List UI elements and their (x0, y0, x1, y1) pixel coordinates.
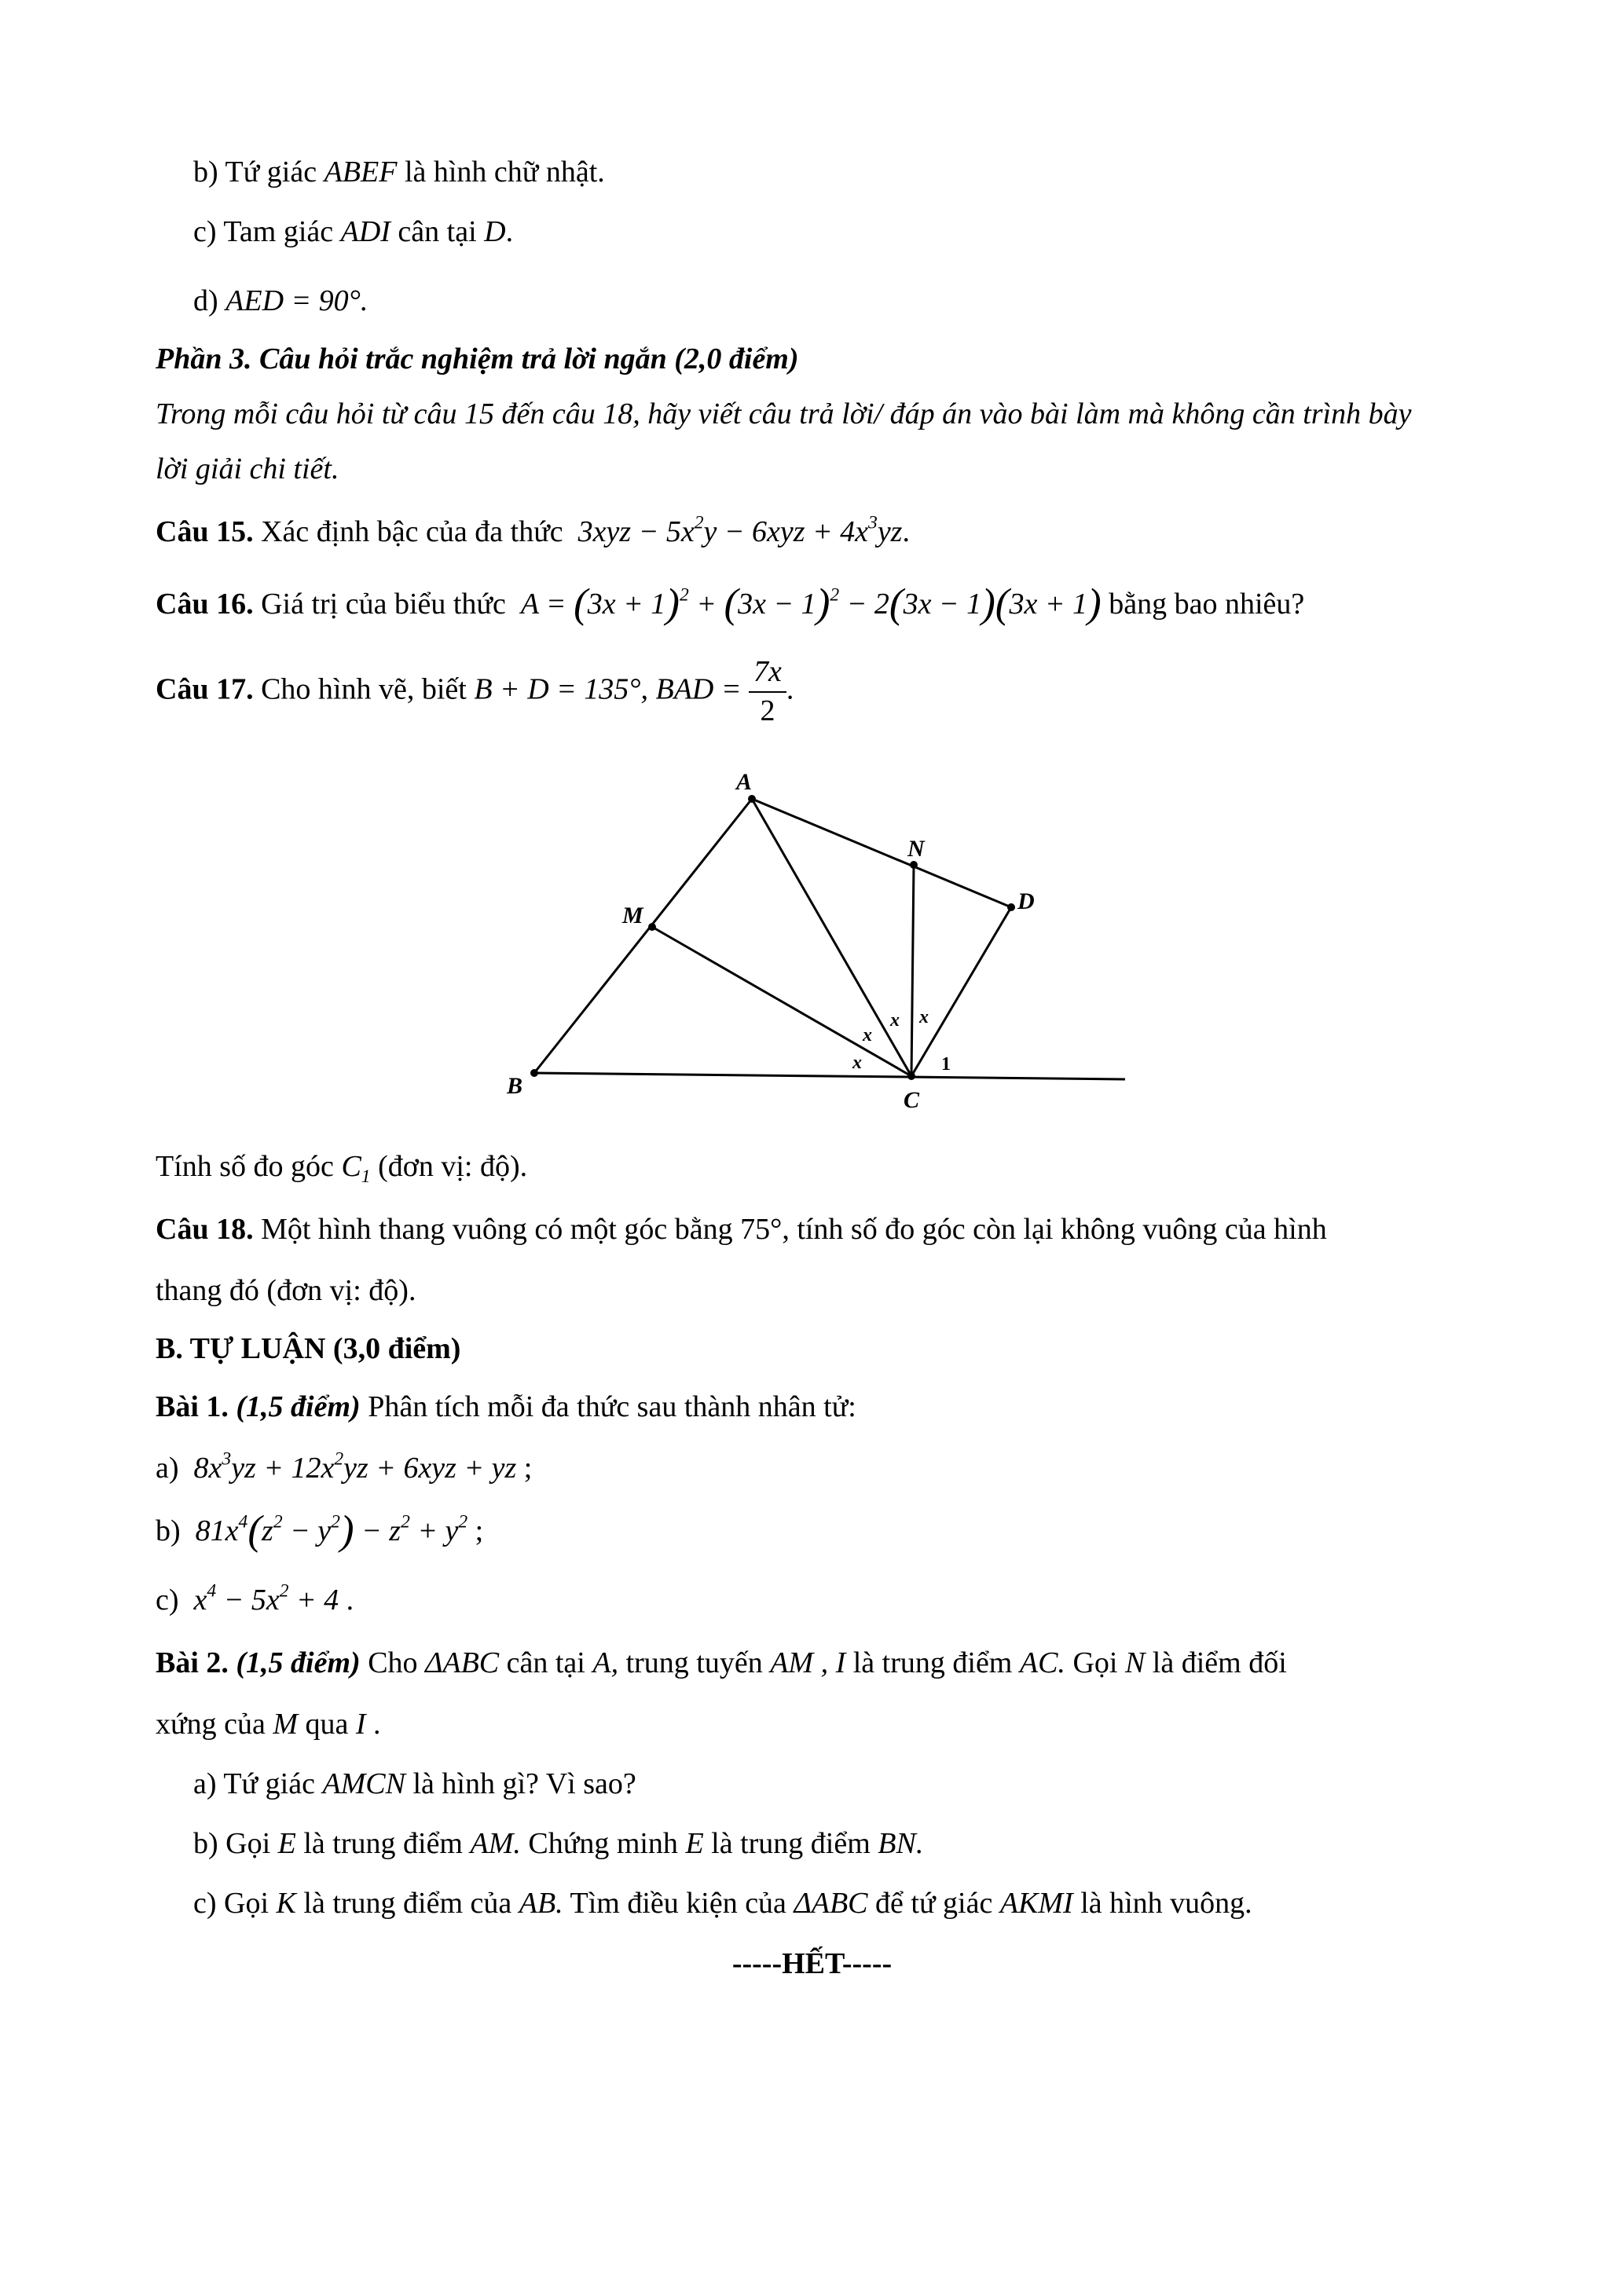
bai2-b (193, 1827, 923, 1862)
bai1-a-expr: $8x^3yz + 12x^2yz + 6xyz$ + yz (186, 1448, 517, 1485)
angle-label-x-2: x (863, 1025, 872, 1045)
q15-text: Xác định bậc của đa thức (261, 515, 563, 548)
bai1-label: Bài 1. (156, 1390, 229, 1423)
part3-heading: Phần 3. Câu hỏi trắc nghiệm trả lời ngắn (2,0 điểm) (156, 342, 799, 375)
bai2-am: AM , (770, 1646, 829, 1679)
bai1-b-expr: $81x^4(z^2 - y^2) - z^2 + y^2$ (188, 1507, 468, 1554)
point-m (648, 923, 656, 931)
bai2-ac: AC. (1019, 1646, 1065, 1679)
bai2-b-e: E (277, 1827, 296, 1860)
bai2-l2-end: . (373, 1708, 381, 1741)
part3-instruction-2: lời giải chi tiết. (156, 452, 339, 485)
label-n: N (907, 836, 925, 862)
bai1-heading (156, 1390, 856, 1425)
point-c (907, 1072, 915, 1080)
segment-ab (534, 799, 752, 1073)
bai2-b-mid2: Chứng minh (528, 1827, 678, 1860)
bai2-b-mid: là trung điểm (303, 1827, 463, 1860)
part3-instruction-1: Trong mỗi câu hỏi từ câu 15 đến câu 18, hãy viết câu trả lời/ đáp án vào bài làm mà không cần trình bày (156, 397, 1412, 430)
bai2-l1-a: Cho (368, 1646, 418, 1679)
item-b-prefix: b) Tứ giác (193, 156, 317, 189)
end-mark: -----HẾT----- (731, 1947, 893, 1980)
q17-condition-2: BAD = (655, 672, 742, 706)
bai2-c-fig: AKMI (999, 1887, 1073, 1920)
item-c (193, 215, 513, 250)
bai2-b-bn: BN. (878, 1827, 924, 1860)
q17-after-text: Tính số đo góc (156, 1150, 334, 1183)
segment-ad (752, 799, 1011, 907)
bai2-b-mid3: là trung điểm (711, 1827, 871, 1860)
point-a (748, 795, 756, 803)
question-15 (156, 512, 910, 550)
bai2-line-1 (156, 1646, 1287, 1681)
bai2-point-i: I (835, 1646, 846, 1679)
q17-end: . (786, 672, 794, 706)
bai2-c-pre: c) Gọi (193, 1887, 269, 1920)
bai2-point-n: N (1124, 1646, 1146, 1679)
item-d-prefix: d) (193, 284, 218, 317)
bai2-a-fig: AMCN (322, 1767, 405, 1800)
question-18 (156, 1213, 1327, 1247)
q17-label: Câu 17. (156, 672, 254, 706)
segment-ac (752, 799, 911, 1076)
segment-nc (911, 865, 914, 1076)
bai2-b-e2: E (685, 1827, 704, 1860)
bai2-l1-b: cân tại (506, 1646, 585, 1679)
bai1-b: b) $81x^4(z^2 - y^2) - z^2 + y^2$ ; (156, 1507, 484, 1554)
bai2-c-mid: là trung điểm của (303, 1887, 512, 1920)
bai2-point-m: M (273, 1708, 298, 1741)
bai2-c-k: K (276, 1887, 296, 1920)
bai2-l2-a: xứng của (156, 1708, 266, 1741)
bai2-c-ab: AB. (519, 1887, 563, 1920)
q16-tail: bằng bao nhiêu? (1109, 588, 1305, 621)
item-c-mid: cân tại (398, 215, 477, 248)
bai1-c-label: c) (156, 1584, 179, 1617)
segment-mc (652, 927, 911, 1076)
label-m: M (622, 903, 643, 928)
partB-heading-text: B. TỰ LUẬN (3,0 điểm) (156, 1332, 461, 1365)
bai2-l1-f: là điểm đối (1152, 1646, 1287, 1679)
bai1-c: c) $x^4 - 5x^2 + 4$ . (156, 1580, 354, 1617)
bai2-c-mid2: Tìm điều kiện của (570, 1887, 786, 1920)
segment-dc (911, 907, 1011, 1076)
bai2-c-triangle: ΔABC (794, 1887, 868, 1920)
angle-label-x-3: x (890, 1010, 900, 1031)
q17-after-tail: (đơn vị: độ). (378, 1150, 528, 1183)
q18-line-2: thang đó (đơn vị: độ). (156, 1274, 416, 1307)
q15-expression: $3xyz - 5x^2y - 6xyz + 4x^3yz$ (570, 512, 903, 548)
bai2-label: Bài 2. (156, 1646, 229, 1679)
label-d: D (1017, 888, 1035, 914)
label-a: A (736, 769, 753, 795)
point-b (530, 1069, 538, 1077)
angle-label-x-4: x (919, 1007, 929, 1027)
item-b-figure: ABEF (324, 156, 398, 189)
geometry-figure (471, 754, 1179, 1115)
q15-label: Câu 15. (156, 515, 254, 548)
bai2-c (193, 1887, 1252, 1921)
bai2-c-mid3: để tứ giác (875, 1887, 993, 1920)
bai2-triangle: ΔABC (425, 1646, 500, 1679)
bai1-a: a) $8x^3yz + 12x^2yz + 6xyz$ + yz ; (156, 1448, 533, 1485)
question-16 (156, 580, 1305, 627)
bai2-point-i2: I (355, 1708, 366, 1741)
q17-fraction (749, 655, 786, 728)
angle-label-x-1: x (852, 1053, 862, 1073)
angle-c1-letter: C (341, 1150, 361, 1183)
point-n (910, 861, 918, 869)
bai2-l1-d: là trung điểm (852, 1646, 1013, 1679)
item-c-end: . (505, 215, 514, 248)
bai1-a-label: a) (156, 1452, 179, 1485)
q17-question (156, 1150, 528, 1188)
q17-frac-num: 7x (749, 655, 786, 693)
bai2-a-post: là hình gì? Vì sao? (412, 1767, 636, 1800)
bai2-point-a: A, (592, 1646, 619, 1679)
bai2-a (193, 1767, 636, 1802)
bai2-c-post: là hình vuông. (1080, 1887, 1252, 1920)
segment-bc-ray (534, 1073, 1125, 1079)
item-d-expr: AED = 90°. (225, 284, 368, 317)
q17-text: Cho hình vẽ, biết (261, 672, 467, 706)
bai2-b-pre: b) Gọi (193, 1827, 271, 1860)
q15-end: . (902, 515, 910, 548)
partB-heading (156, 1332, 460, 1367)
bai2-l2-b: qua (305, 1708, 349, 1741)
q17-frac-den: 2 (760, 694, 775, 727)
q16-text: Giá trị của biểu thức (261, 588, 506, 621)
item-c-point: D (484, 215, 506, 248)
bai2-l1-c: trung tuyến (625, 1646, 763, 1679)
item-b (193, 156, 605, 190)
question-17 (156, 655, 794, 728)
bai1-b-label: b) (156, 1514, 181, 1547)
q18-line-1: Một hình thang vuông có một góc bằng 75°, tính số đo góc còn lại không vuông của hình (261, 1213, 1327, 1246)
q17-condition-1: B + D = 135°, (474, 672, 648, 706)
angle-c1 (341, 1150, 371, 1188)
item-c-figure: ADI (340, 215, 390, 248)
q16-label: Câu 16. (156, 588, 254, 621)
bai1-text: Phân tích mỗi đa thức sau thành nhân tử: (368, 1390, 856, 1423)
bai1-points: (1,5 điểm) (236, 1390, 361, 1423)
bai2-b-am: AM. (470, 1827, 521, 1860)
q16-expression: $A = (3x + 1)^2 + (3x - 1)^2 - 2(3x - 1)(3x + 1)$ (513, 580, 1102, 627)
item-d (193, 284, 368, 319)
q18-label: Câu 18. (156, 1213, 254, 1246)
angle-c1-sub: 1 (361, 1166, 371, 1188)
bai2-a-pre: a) Tứ giác (193, 1767, 315, 1800)
bai2-l1-e: Gọi (1072, 1646, 1118, 1679)
bai2-line-2 (156, 1708, 381, 1742)
label-b: B (507, 1073, 523, 1099)
angle-label-1: 1 (941, 1054, 951, 1075)
point-d (1007, 903, 1015, 911)
bai2-points: (1,5 điểm) (236, 1646, 361, 1679)
bai1-c-expr: $x^4 - 5x^2 + 4$ (186, 1580, 339, 1617)
item-b-suffix: là hình chữ nhật. (404, 156, 605, 189)
item-c-prefix: c) Tam giác (193, 215, 334, 248)
label-c: C (904, 1087, 920, 1113)
